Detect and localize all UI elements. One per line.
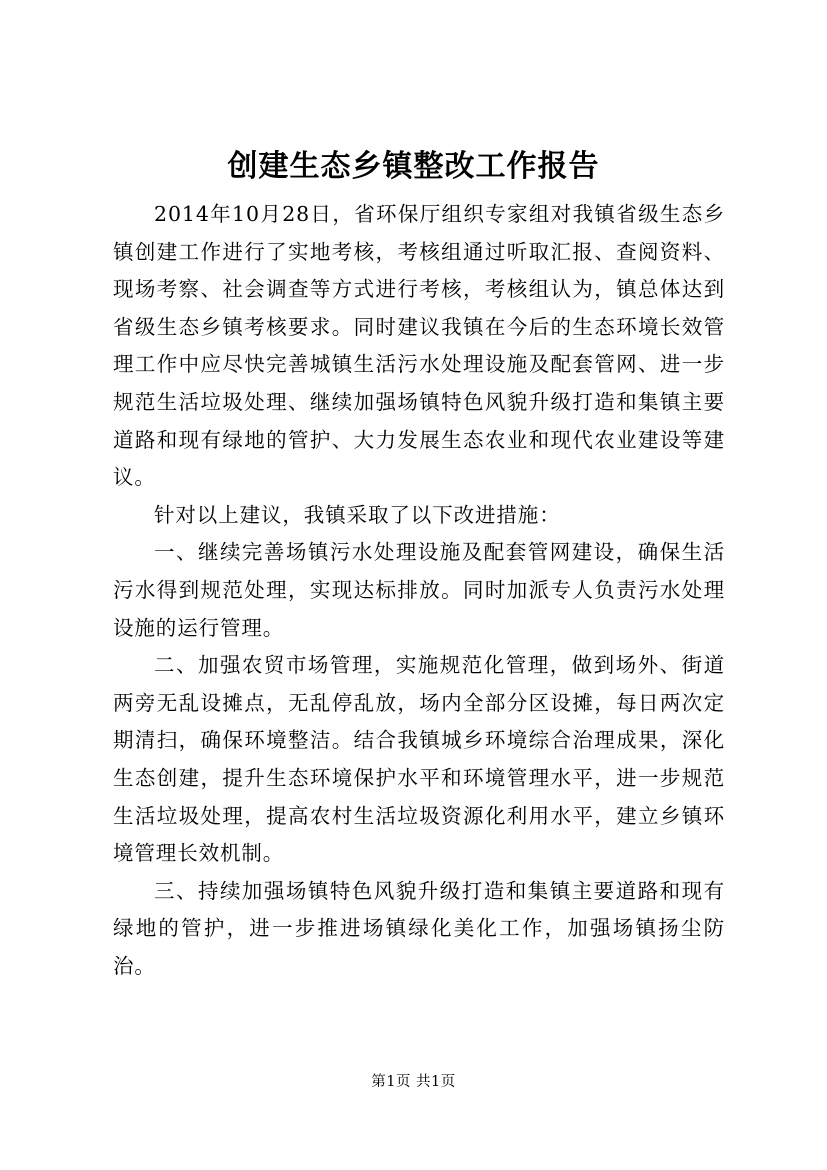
- paragraph-measure-1: 一、继续完善场镇污水处理设施及配套管网建设，确保生活污水得到规范处理，实现达标排放。同时加派专人负责污水处理设施的运行管理。: [113, 540, 725, 640]
- paragraph-intro: 2014年10月28日，省环保厅组织专家组对我镇省级生态乡镇创建工作进行了实地考核，考核组通过听取汇报、查阅资料、现场考察、社会调查等方式进行考核，考核组认为，镇总体达到省级生态乡镇考核要求。同时建议我镇在今后的生态环境长效管理工作中应尽快完善城镇生活污水处理设施及配套管网、进一步规范生活垃圾处理、继续加强场镇特色风貌升级打造和集镇主要道路和现有绿地的管护、大力发展生态农业和现代农业建设等建议。: [113, 202, 725, 490]
- page-number-footer: 第1页 共1页: [371, 1074, 456, 1090]
- paragraph-measure-3: 三、持续加强场镇特色风貌升级打造和集镇主要道路和现有绿地的管护，进一步推进场镇绿化美化工作，加强场镇扬尘防治。: [113, 878, 725, 978]
- paragraph-measure-2: 二、加强农贸市场管理，实施规范化管理，做到场外、街道两旁无乱设摊点，无乱停乱放，场内全部分区设摊，每日两次定期清扫，确保环境整洁。结合我镇城乡环境综合治理成果，深化生态创建，提升生态环境保护水平和环境管理水平，进一步规范生活垃圾处理，提高农村生活垃圾资源化利用水平，建立乡镇环境管理长效机制。: [113, 653, 725, 866]
- document-title: 创建生态乡镇整改工作报告: [227, 149, 600, 184]
- paragraph-measures-intro: 针对以上建议，我镇采取了以下改进措施：: [154, 502, 561, 527]
- document-body: [113, 196, 725, 985]
